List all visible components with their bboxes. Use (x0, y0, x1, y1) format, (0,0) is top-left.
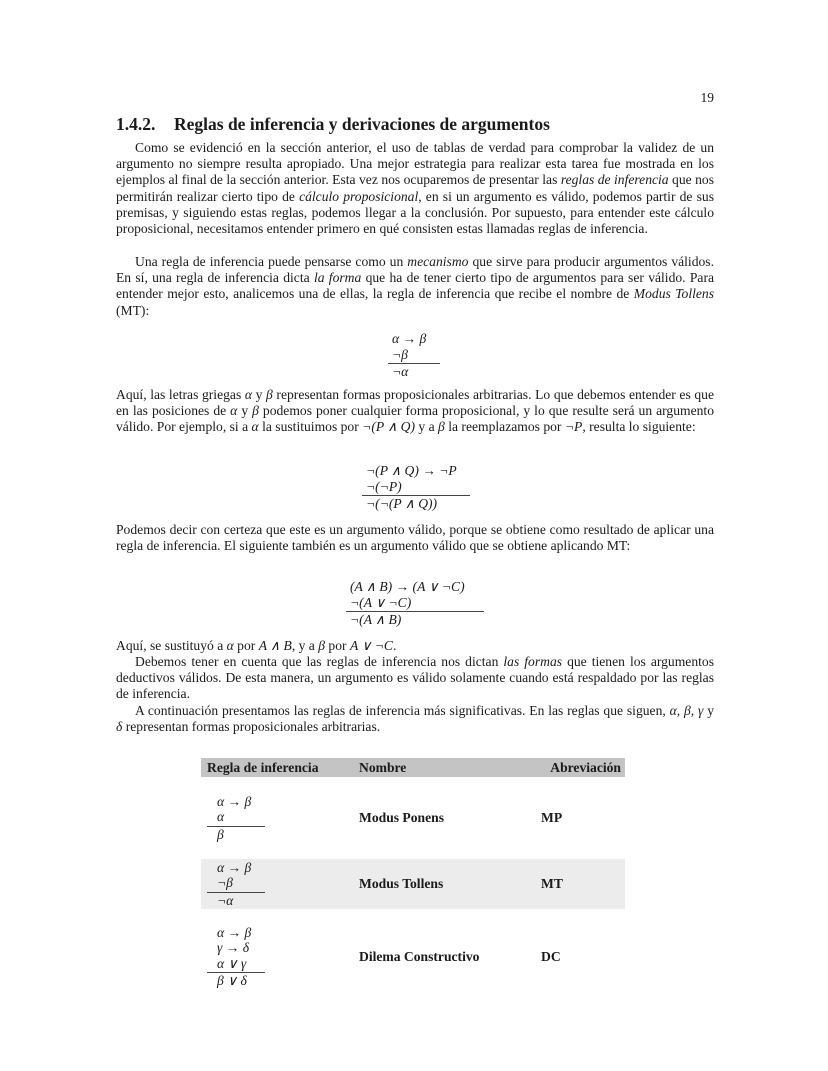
text: , en si un argumento es válido, podemos partir de sus premisas, y siguiendo estas reglas, podemos llegar a la conclusión. Por supuesto, para entender este cálculo proposicional, necesitamos entender primero en qué consisten estas llamadas reglas de inferencia. (116, 188, 714, 237)
conclusion: ¬α (392, 364, 409, 379)
math: A ∧ B (258, 638, 292, 653)
math: α, β, γ (669, 703, 704, 718)
paragraph-mechanism (116, 254, 714, 319)
text: representan formas proposicionales arbitrarias. Lo que debemos entender es que en las posiciones de (116, 387, 714, 419)
premise: ¬(P ∧ Q) → ¬P (366, 463, 457, 478)
rule-derivation (207, 794, 265, 843)
emphasis: las formas (503, 654, 563, 669)
text: . (393, 638, 397, 653)
premise: γ → δ (217, 940, 250, 956)
conclusion: ¬α (217, 892, 234, 908)
inference-rules-table (201, 758, 625, 1005)
premise: ¬β (392, 346, 408, 362)
text: la reemplazamos por (444, 419, 565, 435)
math: α (251, 419, 259, 435)
rule-derivation (207, 925, 265, 989)
text: que sirve para producir argumentos válidos. En sí, una regla de inferencia dicta (116, 254, 714, 286)
math: δ (116, 719, 123, 735)
rule-cell (201, 777, 353, 859)
section-title: Reglas de inferencia y derivaciones de argumentos (174, 114, 550, 134)
premise: (A ∧ B) → (A ∨ ¬C) (350, 579, 465, 594)
text: y (237, 403, 253, 419)
text: por (325, 638, 350, 653)
math: ¬(P ∧ Q) (362, 419, 416, 435)
paragraph-greek-letters (116, 387, 714, 436)
math: α (226, 638, 234, 653)
text: que nos permitirán realizar cierto tipo de (116, 172, 714, 204)
column-header-rule: Regla de inferencia (201, 758, 353, 777)
math: β (318, 638, 326, 653)
text: y a (415, 419, 439, 435)
rule-abbreviation: DC (541, 949, 561, 964)
premise: α → β (392, 331, 427, 346)
derivation-mt-schema (388, 331, 440, 380)
rule-abbreviation: MT (535, 859, 625, 909)
text: y (252, 387, 267, 402)
column-header-abbreviation: Abreviación (535, 758, 625, 777)
text: que tienen los argumentos deductivos válidos. De esta manera, un argumento es válido solamente cuando está respaldado por las reglas de inferencia. (116, 654, 714, 702)
premise: α → β (217, 924, 252, 940)
derivation-example-1 (362, 463, 470, 512)
text: , y a (291, 638, 319, 653)
section-number: 1.4.2. (116, 114, 156, 134)
math: α (244, 387, 252, 402)
table-row-modus-tollens (201, 859, 625, 909)
math: β (438, 419, 445, 435)
text: Aquí, se sustituyó a (116, 638, 227, 653)
premise: ¬β (217, 875, 233, 890)
rule-derivation (207, 860, 265, 909)
rule-name: Modus Ponens (359, 810, 444, 825)
paragraph-intro (116, 140, 714, 237)
text: que ha de tener cierto tipo de argumentos para ser válido. Para entender mejor esto, analicemos una de ellas, la regla de inferencia que recibe el nombre de (116, 270, 715, 302)
text: representan formas proposicionales arbitrarias. (122, 719, 381, 735)
rule-cell (201, 909, 353, 1005)
page-number: 19 (700, 90, 714, 105)
text: Como se evidenció en la sección anterior, el uso de tablas de verdad para comprobar la validez de un argumento no siempre resulta apropiado. Una mejor estrategia para realizar esta tarea fue mostrada en los ejemplos al final de la sección anterior. Esta vez nos ocuparemos de presentar las (116, 140, 714, 188)
text: Aquí, las letras griegas (116, 387, 245, 402)
text: A continuación presentamos las reglas de inferencia más significativas. En las reglas que siguen, (135, 703, 670, 718)
emphasis: Modus Tollens (633, 286, 715, 302)
table-row-modus-ponens (201, 777, 625, 859)
rule-name: Dilema Constructivo (359, 949, 480, 964)
math: β (266, 387, 273, 402)
text: por (233, 638, 259, 653)
premise: ¬(A ∨ ¬C) (350, 594, 412, 610)
emphasis: la forma (313, 270, 362, 286)
text: Una regla de inferencia puede pensarse como un (135, 254, 408, 269)
text: Debemos tener en cuenta que las reglas de inferencia nos dictan (135, 654, 504, 669)
paragraph-continuation (116, 703, 714, 735)
rule-cell (201, 859, 353, 909)
math: ¬P (564, 419, 583, 435)
conclusion: β ∨ δ (217, 973, 247, 989)
section-heading (116, 114, 716, 135)
paragraph-substitution (116, 638, 714, 654)
text: la sustituimos por (258, 419, 363, 435)
premise: α ∨ γ (217, 955, 247, 971)
derivation-example-2 (346, 579, 484, 628)
rule-name: Modus Tollens (353, 859, 535, 909)
emphasis: mecanismo (407, 254, 469, 269)
text: podemos poner cualquier forma proposicional, y lo que resulte será un argumento válido. Por ejemplo, si a (116, 403, 715, 435)
emphasis: reglas de inferencia (560, 172, 669, 188)
paragraph-certainty: Podemos decir con certeza que este es un argumento válido, porque se obtiene como resultado de aplicar una regla de inferencia. El siguiente también es un argumento válido que se obtiene aplicando MT: (116, 522, 714, 554)
text: , resulta lo siguiente: (582, 419, 696, 435)
premise: α → β (217, 859, 252, 875)
conclusion: ¬(¬(P ∧ Q)) (366, 496, 438, 511)
premise: ¬(¬P) (366, 478, 402, 494)
column-header-name: Nombre (353, 758, 535, 777)
math: α (230, 403, 238, 419)
table-row-dilema-constructivo (201, 909, 625, 1005)
premise: α → β (217, 793, 252, 809)
table-header-row (201, 758, 625, 777)
premise: α (217, 809, 225, 824)
emphasis: cálculo proposicional (299, 188, 419, 204)
conclusion: β (217, 826, 224, 842)
paragraph-forms (116, 654, 714, 703)
conclusion: ¬(A ∧ B) (350, 612, 402, 627)
text: y (703, 703, 714, 718)
math: A ∨ ¬C (349, 638, 393, 653)
rule-abbreviation: MP (541, 810, 563, 825)
math: β (252, 403, 259, 419)
text: (MT): (116, 302, 150, 318)
